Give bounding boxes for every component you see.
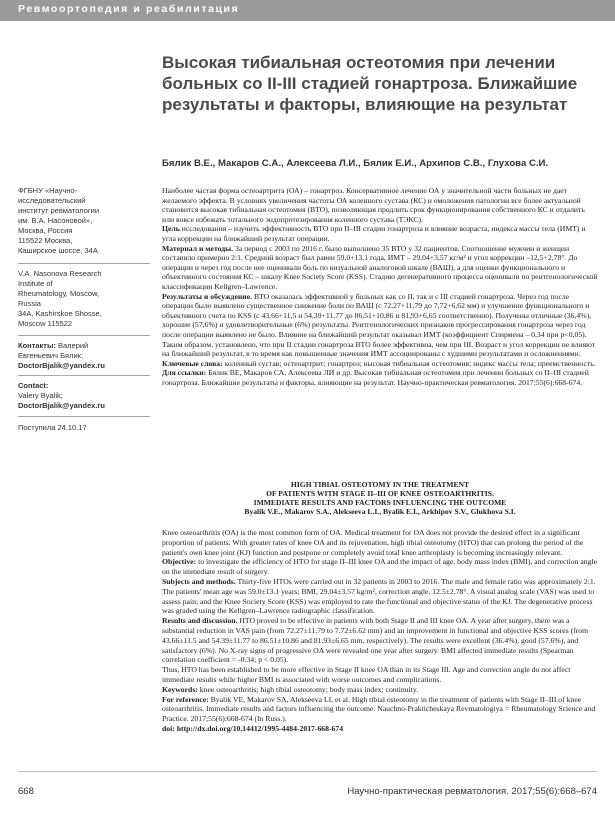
sidebar-divider: [18, 375, 150, 376]
aim-text: исследования – изучить эффективность ВТО при II–III стадии гонартроза и влияние возраста, индекса массы тела (ИМТ) и угла коррекции на ближайший результат операции.: [162, 224, 586, 243]
reference-label-en: For reference:: [162, 694, 209, 704]
email-text: DoctorBjalik@yandex.ru: [18, 401, 105, 410]
doi-text: doi: http://dx.doi.org/10.14412/1995-4484-2017-668-674: [162, 723, 344, 733]
contacts-ru-line: [18, 341, 150, 351]
page-number: 668: [18, 786, 34, 797]
abstract-en-results: [162, 616, 598, 665]
results-label-en: Results and discussion.: [162, 616, 238, 626]
keywords-label: Ключевые слова:: [162, 358, 223, 368]
abstract-en-methods: [162, 577, 598, 616]
abstract-ru-aim: [162, 224, 598, 243]
section-header-label: Ревмоортопедия и реабилитация: [18, 3, 240, 15]
received-date: Поступила 24.10.17: [18, 423, 87, 432]
abstract-ru-results: [162, 292, 598, 340]
methods-text: За период с 2003 по 2016 г. было выполнено 35 ВТО у 32 пациентов. Соотношение мужчин и женщин составило примерно 2:1. Средний возраст был равен 59,0+13,1 года, ИМТ – 29,04+3,57 кг/м² и угол коррекции –12,5+2,78°. До операции и через год после нее оценивали боль по визуальной аналоговой шкале (ВАШ), а для оценки функционального и объективного состояния КС – шкалу Knee Society Score (KSS). Стадию дегенеративного процесса оценивали по рентгенологической классификации Kellgren–Lawrence.: [162, 243, 598, 291]
affiliation-ru-line: Москва, Россия: [18, 226, 73, 235]
affiliation-ru-line: исследовательский: [18, 196, 86, 205]
abstract-ru: [162, 186, 598, 387]
affiliation-ru-line: им. В.А. Насоновой»,: [18, 216, 93, 225]
contact-label: Contact:: [18, 381, 49, 390]
objective-label: Objective:: [162, 557, 197, 567]
sidebar-divider: [18, 416, 150, 417]
contacts-label: Контакты:: [18, 341, 56, 350]
affiliation-ru-line: институт ревматологии: [18, 206, 100, 215]
contacts-email-en[interactable]: [18, 401, 150, 411]
aim-label: Цель: [162, 224, 180, 234]
methods-label: Материал и методы.: [162, 243, 234, 253]
english-title-line: OF PATIENTS WITH STAGE II–III OF KNEE OSTEOARTHRITIS.: [266, 489, 494, 498]
affiliation-en-line: Institute of: [18, 279, 53, 288]
affiliation-en-line: V.A. Nasonova Research: [18, 269, 102, 278]
english-title-line: HIGH TIBIAL OSTEOTOMY IN THE TREATMENT: [290, 480, 470, 489]
journal-citation: Научно-практическая ревматология. 2017;55(6):668–674: [347, 786, 597, 797]
contacts-email-ru[interactable]: [18, 361, 150, 371]
abstract-ru-keywords: [162, 359, 598, 369]
contacts-name-part: Валерий: [57, 341, 89, 350]
reference-label: Для ссылки:: [162, 368, 207, 378]
reference-text-en: Byalik VE, Makarov SA, Alekseeva LI, et al. High tibial osteotomy in the treatment of patients with Stage II–III of knee osteoarthritis. Immediate results and factors influencing the outcome. Nauchno-Prakticheskaya Revmatologiya = Rheumatology Science and Practice. 2017;55(6):668-674 (In Russ.).: [162, 694, 596, 724]
affiliation-en-line: Moscow 115522: [18, 319, 73, 328]
affiliation-en-line: Rheumatology, Moscow,: [18, 289, 100, 298]
article-title: Высокая тибиальная остеотомия при лечении больных со II-III стадией гонартроза. Ближайшие результаты и факторы, влияющие на результат: [162, 53, 578, 114]
methods-label-en: Subjects and methods.: [162, 576, 236, 586]
sidebar-divider: [18, 335, 150, 336]
abstract-en-keywords: [162, 685, 598, 695]
abstract-en-objective: [162, 557, 598, 577]
contact-en-name: Valery Byalik;: [18, 391, 63, 400]
contacts-en: [18, 381, 150, 411]
keywords-label-en: Keywords:: [162, 684, 198, 694]
abstract-en-intro: Knee osteoarthritis (OA) is the most common form of OA. Medical treatment for OA does not provide the desired effect in a significant proportion of patients. With greater rates of knee OA and its rejuvenation, high tibial osteotomy (HTO) that can prolong the period of the patient's own knee joint (KJ) function and postpone or completely avoid total knee arthroplasty is becoming increasingly relevant.: [162, 528, 584, 557]
results-text-en: HTO proved to be effective in patients with both Stage II and III knee OA. A year after surgery, there was a substantial reduction in VAS pain (from 72.27±11.79 to 7.72±6.62 mm) and an improvement in functional and objective KSS scores (from 43.66±11.5 and 54.39±11.77 to 86.51±10.86 and 81.93±6.65 mm, respectively). The results were excellent (36.4%), good (57.6%), and satisfactory (6%). No X-ray signs of progressive OA were revealed one year after surgery. BMI affected immediate results (Spearman correlation coefficient = -0.34; p < 0.05).: [162, 616, 589, 665]
methods-text-en: Thirty-five HTOs were carried out in 32 patients in 2003 to 2016. The male and female ratio was approximately 2:1. The patients' mean age was 59.0±13.1 years; BMI, 29.04±3.57 kg/m², correction angle, 12.5±2.78°. A visual analog scale (VAS) was used to assess pain; and the Knee Society Score (KSS) was employed to rate the functional and objective status of the KJ. The degenerative process was graded using the Kellgren–Lawrence radiographic classification.: [162, 576, 596, 616]
english-title-block: [162, 480, 598, 516]
abstract-ru-methods: [162, 244, 598, 292]
english-title-line: IMMEDIATE RESULTS AND FACTORS INFLUENCING THE OUTCOME: [253, 498, 507, 507]
abstract-ru-intro: Наиболее частая форма остеоартрита (ОА) – гонартроз. Консервативное лечение ОА у значительной части больных не дает желаемого эффекта. В условиях увеличения частоты ОА коленного сустава (КС) и омоложения патологии все более актуальной становится высокая тибиальная остеотомия (ВТО), позволяющая продлить срок функционирования собственного КС и отдалить или вовсе избежать тотального эндопротезирования коленного сустава (ТЭКС).: [162, 186, 585, 224]
email-text: DoctorBjalik@yandex.ru: [18, 361, 105, 370]
abstract-en-reference: [162, 695, 598, 724]
affiliation-ru-line: ФГБНУ «Научно-: [18, 186, 78, 195]
abstract-en: [162, 528, 598, 734]
contact-en-label-line: [18, 381, 150, 391]
contacts-ru: [18, 341, 150, 371]
objective-text: to investigate the efficiency of HTO for stage II–III knee OA and the impact of age, body mass index (BMI), and correction angle on the immediate result of surgery.: [162, 557, 597, 577]
affiliation-ru-line: 115522 Москва,: [18, 236, 73, 245]
abstract-en-conclusion: Thus, HTO has been established to be more effective in Stage II knee OA than in its Stage III. Age and correction angle do not affect immediate results while higher BMI is associated with worse outcomes and complications.: [162, 665, 571, 684]
english-authors: Byalik V.E., Makarov S.A., Alekseeva L.I., Byalik E.I., Arkhipov S.V., Glukhova S.I.: [244, 507, 516, 516]
results-label: Результаты и обсуждение.: [162, 291, 253, 301]
doi-link[interactable]: [162, 724, 598, 734]
affiliation-en: [18, 269, 150, 329]
contacts-ru-line: Евгеньевич Бялик;: [18, 351, 84, 360]
affiliation-en-line: 34A, Kashirskoe Shosse,: [18, 309, 102, 318]
article-authors: Бялик В.Е., Макаров С.А., Алексеева Л.И., Бялик Е.И., Архипов С.В., Глухова С.И.: [162, 158, 549, 169]
results-text: ВТО оказалась эффективной у больных как со II, так и с III стадией гонартроза. Через год после операции было выявлено существенное снижение боли по ВАШ (с 72,27+11,79 до 7,72+6,62 мм) и улучшение функционального и объективного счета по KSS (с 43,66+11,5 и 54,39+11,77 до 86,51+10,86 и 81,93+6,65 соответственно). Получены отличные (36,4%), хорошие (57,6%) и удовлетворительные (6%) результаты. Рентгенологических признаков прогрессирования гонартроза через год после операции выявлено не было. Влияние на ближайший результат оказывал ИМТ (коэффициент Спирмена – 0,34 при p<0,05).: [162, 291, 592, 339]
footer-divider: [18, 771, 597, 772]
affiliation-ru: [18, 186, 150, 256]
sidebar-divider: [18, 263, 150, 264]
keywords-text-en: knee osteoarthritis; high tibial osteotomy; body mass index; continuity.: [199, 684, 419, 694]
keywords-text: коленный сустав; остеоартрит; гонартроз; высокая тибиальная остеотомия; индекс массы тела; преемственность.: [224, 358, 596, 368]
affiliation-ru-line: Каширское шоссе, 34А: [18, 246, 98, 255]
abstract-ru-conclusion: Таким образом, установлено, что при II стадии гонартроза ВТО более эффективна, чем при III. Возраст и угол коррекции не влияют на ближайший результат, в то время как повышенные значения ИМТ ассоциированы с худшими результатами и осложнениями.: [162, 339, 596, 359]
reference-text: Бялик ВЕ, Макаров СА, Алексеева ЛИ и др. Высокая тибиальная остеотомия при лечении больных со II–III стадией гонартроза. Ближайшие результаты и факторы, влияющие на результат. Научно-практическая ревматология. 2017;55(6):668-674.: [162, 368, 589, 387]
abstract-ru-reference: [162, 368, 598, 387]
affiliation-en-line: Russia: [18, 299, 41, 308]
